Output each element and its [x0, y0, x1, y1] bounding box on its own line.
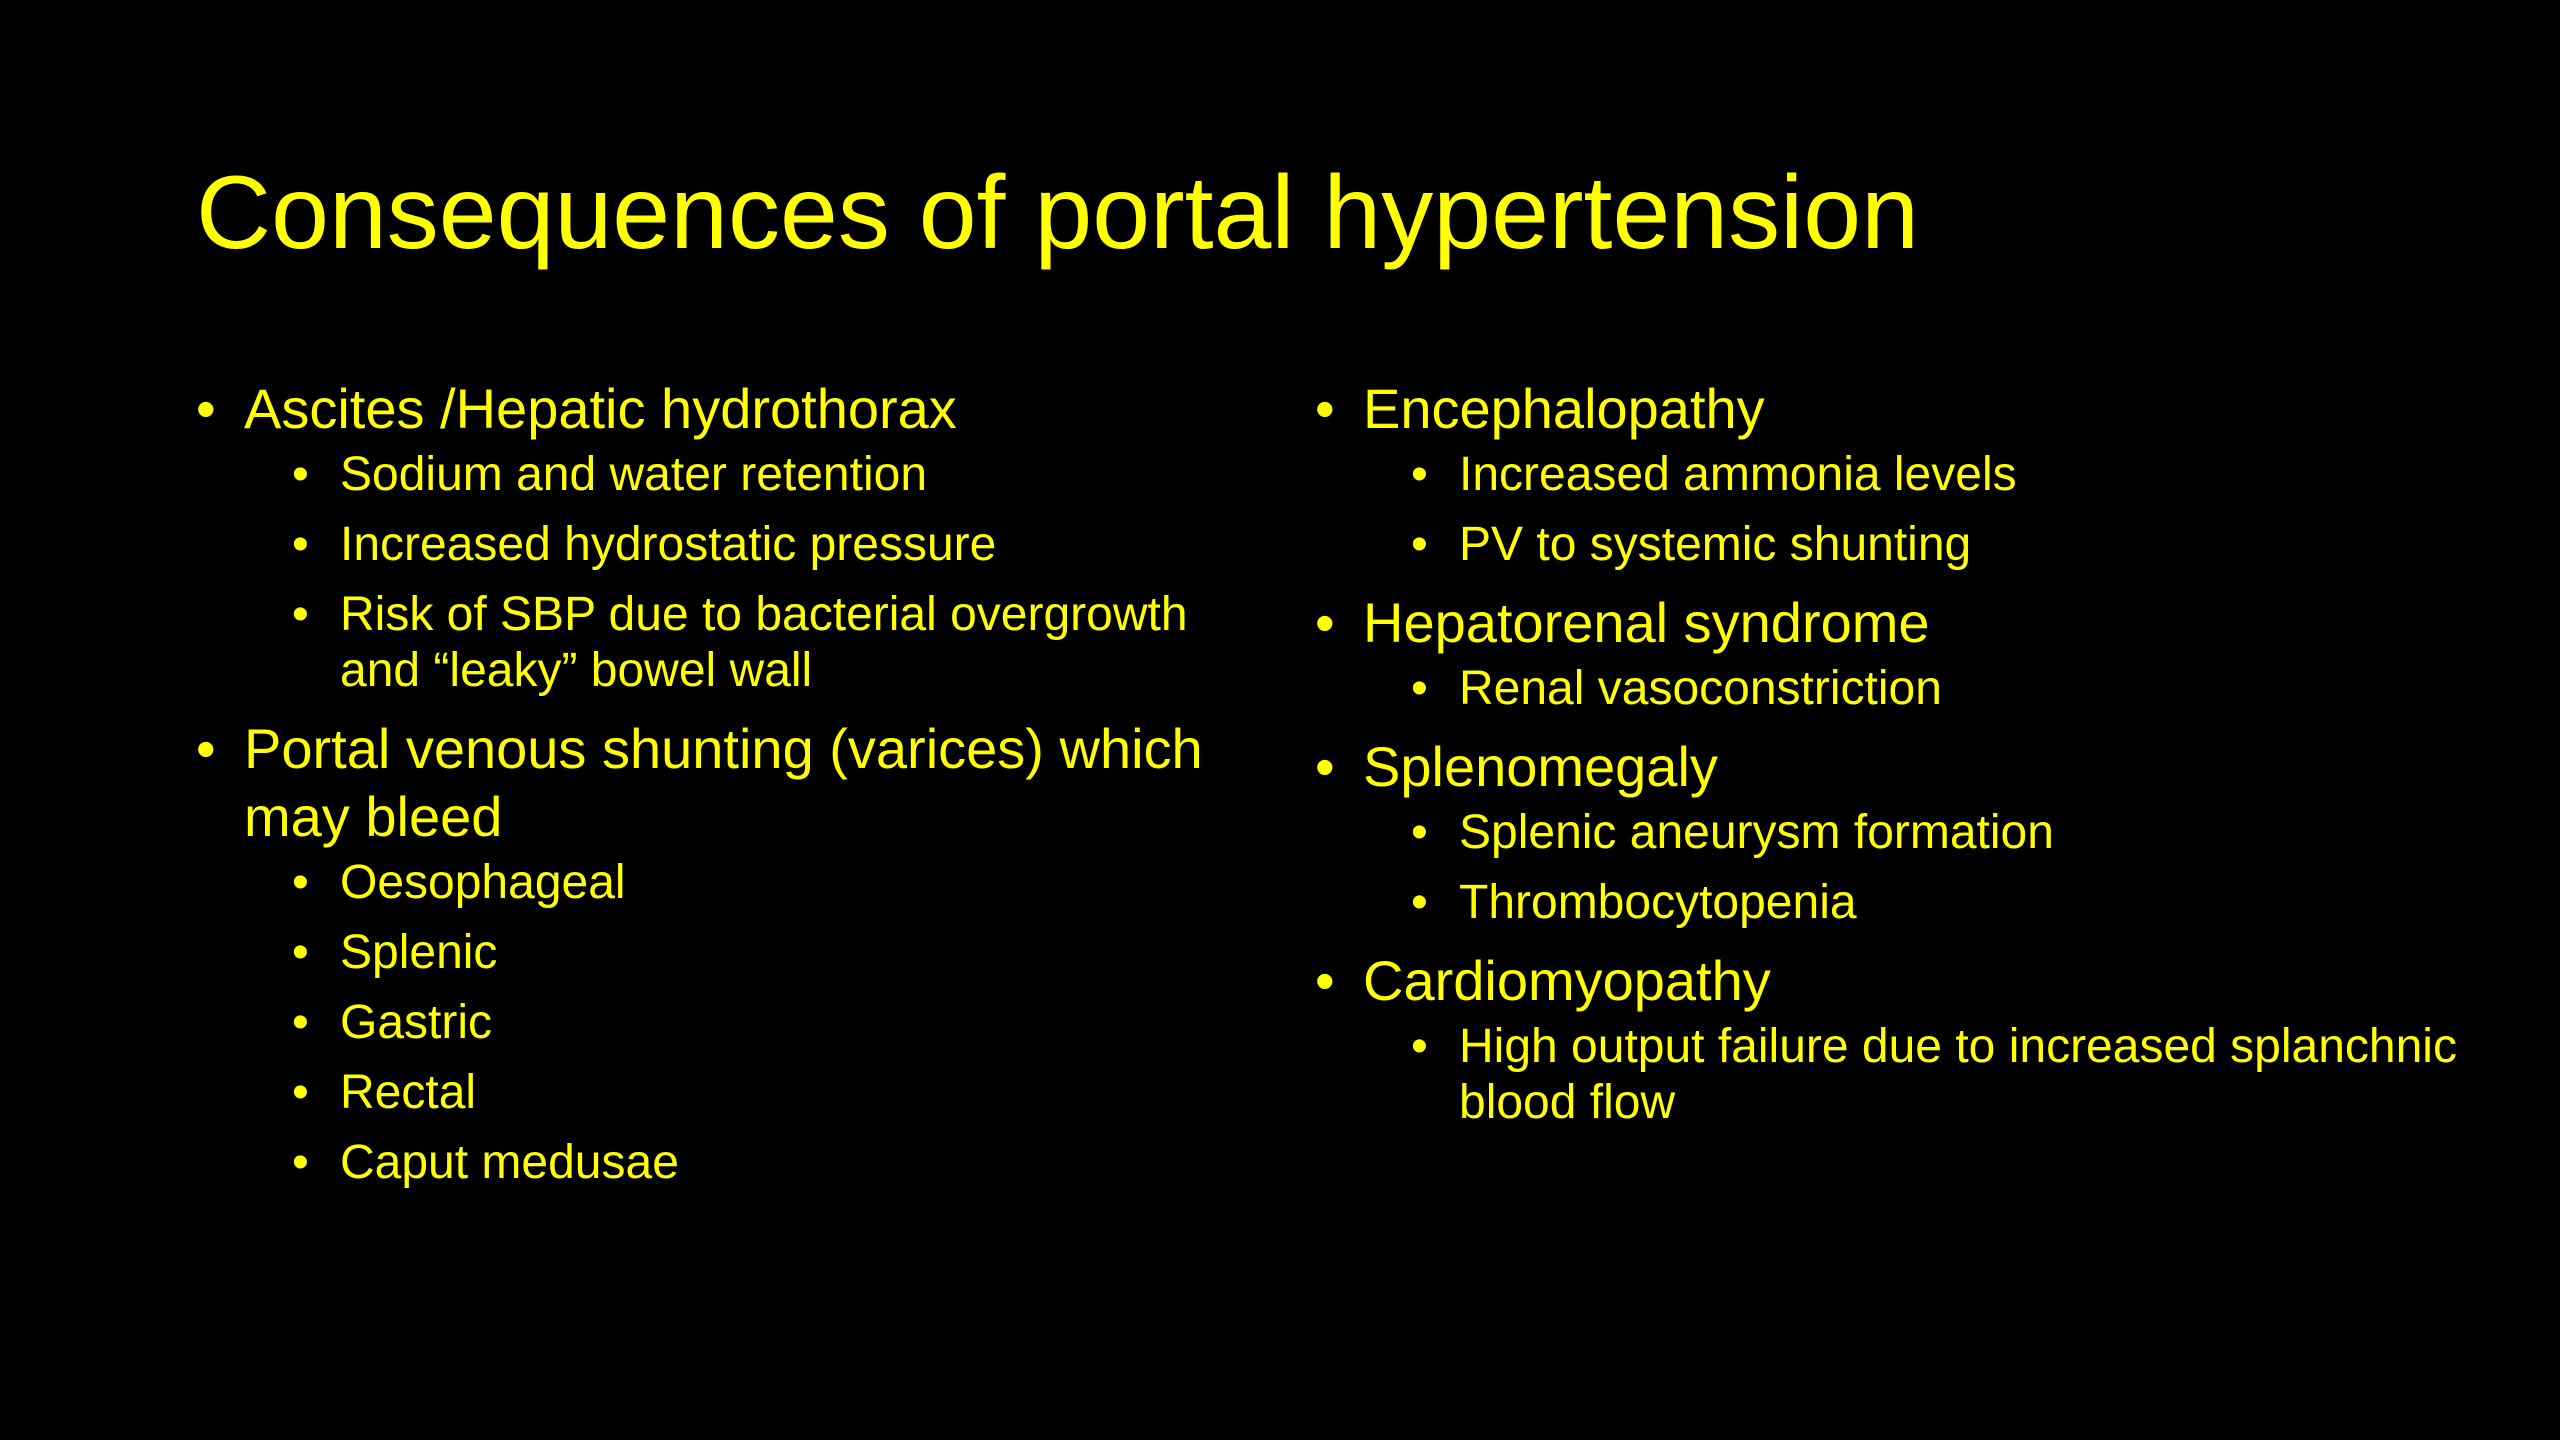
bullet-marker: •	[1315, 591, 1335, 654]
bullet-splenomegaly	[1315, 733, 2465, 931]
bullet-marker: •	[196, 717, 216, 780]
sub-bullet-increased-hydrostatic-pressure	[292, 517, 1216, 573]
sub-bullet-marker: •	[1411, 806, 1428, 859]
sub-bullet-marker: •	[292, 448, 309, 501]
sub-bullet-text: Oesophageal	[340, 856, 626, 909]
sub-bullet-renal-vasoconstriction	[1411, 661, 2465, 717]
sub-bullet-text: Gastric	[340, 996, 493, 1049]
bullet-text: Encephalopathy	[1363, 377, 1765, 440]
sub-bullet-splenic-aneurysm-formation	[1411, 805, 2465, 861]
bullet-text: Hepatorenal syndrome	[1363, 591, 1930, 654]
sub-bullet-marker: •	[292, 588, 309, 641]
sub-bullet-text: Splenic aneurysm formation	[1459, 806, 2054, 859]
sub-bullet-increased-ammonia-levels	[1411, 447, 2465, 503]
sub-bullet-oesophageal	[292, 855, 1216, 911]
sub-bullet-list	[1363, 447, 2465, 573]
sub-bullet-marker: •	[1411, 448, 1428, 501]
bullet-marker: •	[1315, 377, 1335, 440]
bullet-text: Splenomegaly	[1363, 735, 1718, 798]
sub-bullet-rectal	[292, 1065, 1216, 1121]
sub-bullet-marker: •	[292, 518, 309, 571]
bullet-text: Ascites /Hepatic hydrothorax	[244, 377, 957, 440]
bullet-cardiomyopathy	[1315, 947, 2465, 1131]
sub-bullet-marker: •	[1411, 518, 1428, 571]
sub-bullet-text: Splenic	[340, 926, 498, 979]
sub-bullet-marker: •	[292, 1066, 309, 1119]
sub-bullet-text: High output failure due to increased splanchnic blood flow	[1459, 1020, 2457, 1129]
sub-bullet-marker: •	[292, 926, 309, 979]
bullet-text: Cardiomyopathy	[1363, 949, 1771, 1012]
sub-bullet-marker: •	[292, 996, 309, 1049]
sub-bullet-list	[244, 447, 1216, 699]
sub-bullet-list	[1363, 1019, 2465, 1131]
sub-bullet-list	[1363, 661, 2465, 717]
bullet-ascites-hepatic-hydrothorax	[196, 375, 1216, 699]
sub-bullet-text: PV to systemic shunting	[1459, 518, 1972, 571]
bullet-hepatorenal-syndrome	[1315, 589, 2465, 717]
bullet-marker: •	[1315, 949, 1335, 1012]
sub-bullet-thrombocytopenia	[1411, 875, 2465, 931]
sub-bullet-high-output-failure-due-to-increased-spl	[1411, 1019, 2465, 1131]
sub-bullet-marker: •	[1411, 1020, 1428, 1073]
bullet-portal-venous-shunting-varices-which-may	[196, 715, 1216, 1191]
left-bullet-column	[196, 375, 1216, 1207]
sub-bullet-text: Increased hydrostatic pressure	[340, 518, 997, 571]
bullet-marker: •	[196, 377, 216, 440]
sub-bullet-marker: •	[1411, 876, 1428, 929]
sub-bullet-text: Risk of SBP due to bacterial overgrowth and “leaky” bowel wall	[340, 588, 1188, 697]
sub-bullet-marker: •	[292, 856, 309, 909]
sub-bullet-pv-to-systemic-shunting	[1411, 517, 2465, 573]
sub-bullet-risk-of-sbp-due-to-bacterial-overgrowth-	[292, 587, 1216, 699]
slide-title: Consequences of portal hypertension	[196, 155, 1919, 271]
right-bullet-column	[1315, 375, 2465, 1147]
sub-bullet-marker: •	[292, 1136, 309, 1189]
sub-bullet-text: Renal vasoconstriction	[1459, 662, 1942, 715]
sub-bullet-list	[1363, 805, 2465, 931]
sub-bullet-splenic	[292, 925, 1216, 981]
sub-bullet-text: Thrombocytopenia	[1459, 876, 1857, 929]
bullet-text: Portal venous shunting (varices) which may bleed	[244, 717, 1203, 848]
sub-bullet-gastric	[292, 995, 1216, 1051]
sub-bullet-sodium-and-water-retention	[292, 447, 1216, 503]
sub-bullet-text: Caput medusae	[340, 1136, 679, 1189]
sub-bullet-text: Rectal	[340, 1066, 477, 1119]
sub-bullet-marker: •	[1411, 662, 1428, 715]
bullet-marker: •	[1315, 735, 1335, 798]
sub-bullet-list	[244, 855, 1216, 1191]
sub-bullet-caput-medusae	[292, 1135, 1216, 1191]
sub-bullet-text: Sodium and water retention	[340, 448, 928, 501]
bullet-encephalopathy	[1315, 375, 2465, 573]
sub-bullet-text: Increased ammonia levels	[1459, 448, 2017, 501]
